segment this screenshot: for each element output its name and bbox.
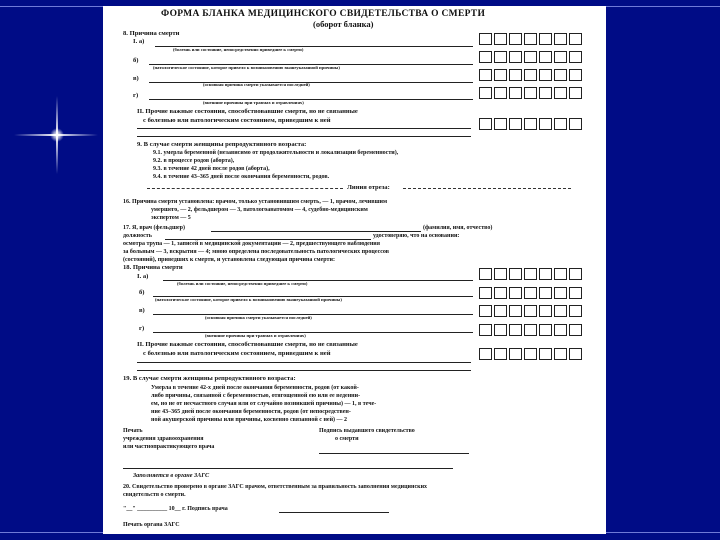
s8-caption-g: (внешние причины при травмах и отравлениях)	[203, 100, 304, 105]
s19-line5: ной акушерской причины или причины, косвенно связанной с ней) — 2	[151, 417, 348, 423]
signature-label-2: о смерти	[335, 436, 359, 442]
s18-caption-v: (основная причина смерти указывается последней)	[205, 315, 312, 320]
s16-line2: умершего, — 2, фельдшером — 3, патологоанатомом — 4, судебно-медицинским	[151, 207, 368, 213]
cut-line-label: Линия отреза:	[347, 184, 390, 191]
s8-caption-v: (основная причина смерти указывается последней)	[203, 82, 310, 87]
s18-part2-line1: II. Прочие важные состояния, способствовавшие смерти, но не связанные	[137, 341, 358, 348]
s18-caption-b: (патологическое состояние, которое привело к возникновению вышеуказанной причины)	[155, 297, 342, 302]
s19-heading: 19. В случае смерти женщины репродуктивного возраста:	[123, 375, 296, 382]
s8-part2-line1: II. Прочие важные состояния, способствовавшие смерти, но не связанные	[137, 108, 358, 115]
s8-item-v: в)	[133, 75, 139, 82]
s8-item-b: б)	[133, 57, 139, 64]
s16-line1: 16. Причина смерти установлена: врачом, только установившим смерть, — 1, врачом, лечившим	[123, 199, 388, 205]
s20-line1: 20. Свидетельство проверено в органе ЗАГС врачом, ответственным за правильность заполнения медицинских	[123, 484, 428, 490]
stamp-label-1: Печать	[123, 428, 143, 434]
s18-item-v: в)	[139, 307, 145, 314]
s19-line2: либо причины, связанной с беременностью, отягощенной ею или ее веденни-	[151, 393, 361, 399]
s18-heading: 18. Причина смерти	[123, 264, 183, 271]
s18-caption-a: (болезнь или состояние, непосредственно приведшее к смерти)	[177, 281, 308, 286]
s17-line2: должность	[123, 233, 152, 239]
s8-caption-b: (патологическое состояние, которое привело к возникновению вышеуказанной причины)	[153, 65, 340, 70]
s8-caption-a: (болезнь или состояние, непосредственно приведшее к смерти)	[173, 47, 304, 52]
s17-line2-right: удостоверяю, что на основании:	[373, 233, 460, 239]
s18-part2-line2: с болезнью или патологическим состоянием, приведшим к ней	[143, 350, 331, 357]
s9-heading: 9. В случае смерти женщины репродуктивного возраста:	[137, 141, 307, 148]
form-title: ФОРМА БЛАНКА МЕДИЦИНСКОГО СВИДЕТЕЛЬСТВА О СМЕРТИ	[161, 9, 486, 19]
form-subtitle: (оборот бланка)	[313, 19, 374, 29]
s19-line4: ние 43–365 дней после окончания беременности, родов (от непосредствен-	[151, 409, 351, 415]
signature-label-1: Подпись выдавшего свидетельство	[319, 428, 415, 434]
s18-item-g: г)	[139, 325, 145, 332]
s17-line4: за больным — 3, вскрытия — 4; мною определена последовательность патологических процессов	[123, 249, 389, 255]
s18-item-b: б)	[139, 289, 145, 296]
s16-line3: экспертом — 5	[151, 215, 191, 221]
s18-caption-g: (внешние причины при травмах и отравлениях)	[205, 333, 306, 338]
s8-item-a: I. а)	[133, 38, 145, 45]
s9-item-1: 9.1. умерла беременной (независимо от продолжительности и локализации беременности),	[153, 150, 399, 156]
s9-item-2: 9.2. в процессе родов (аборта),	[153, 158, 235, 164]
s18-item-a: I. а)	[137, 273, 149, 280]
zags-seal-label: Печать органа ЗАГС	[123, 522, 180, 528]
s19-line1: Умерла в течение 42-х дней после окончания беременности, родов (от какой-	[151, 385, 359, 391]
s17-line3: осмотра трупа — 1, записей в медицинской документации — 2, предшествующего наблюдения	[123, 241, 381, 247]
s9-item-4: 9.4. в течение 43–365 дней после окончания беременности, родов.	[153, 174, 330, 180]
s19-line3: ем, но не от несчастного случая или от случайно возникшей причины) — 1, в тече-	[151, 401, 377, 407]
s8-item-g: г)	[133, 92, 139, 99]
s17-line5: (состояний), приведших к смерти, и установлена следующая причина смерти:	[123, 257, 335, 263]
zags-note: Заполняется в органе ЗАГС	[133, 472, 210, 479]
stamp-label-2: учреждения здравоохранения	[123, 436, 204, 442]
stamp-label-3: или частнопрактикующего врача	[123, 444, 215, 450]
s8-heading: 8. Причина смерти	[123, 30, 180, 37]
date-signature-line: "__" __________ 10__ г. Подпись врача	[123, 506, 228, 512]
certificate-form-page	[103, 6, 606, 534]
s8-part2-line2: с болезнью или патологическим состоянием, приведшим к ней	[143, 117, 331, 124]
s17-line1: 17. Я, врач (фельдшер)	[123, 225, 186, 231]
s20-line2: свидетельств о смерти.	[123, 492, 186, 498]
s17-line1-right: (фамилия, имя, отчество)	[423, 225, 493, 231]
s9-item-3: 9.3. в течение 42 дней после родов (аборта),	[153, 166, 270, 172]
